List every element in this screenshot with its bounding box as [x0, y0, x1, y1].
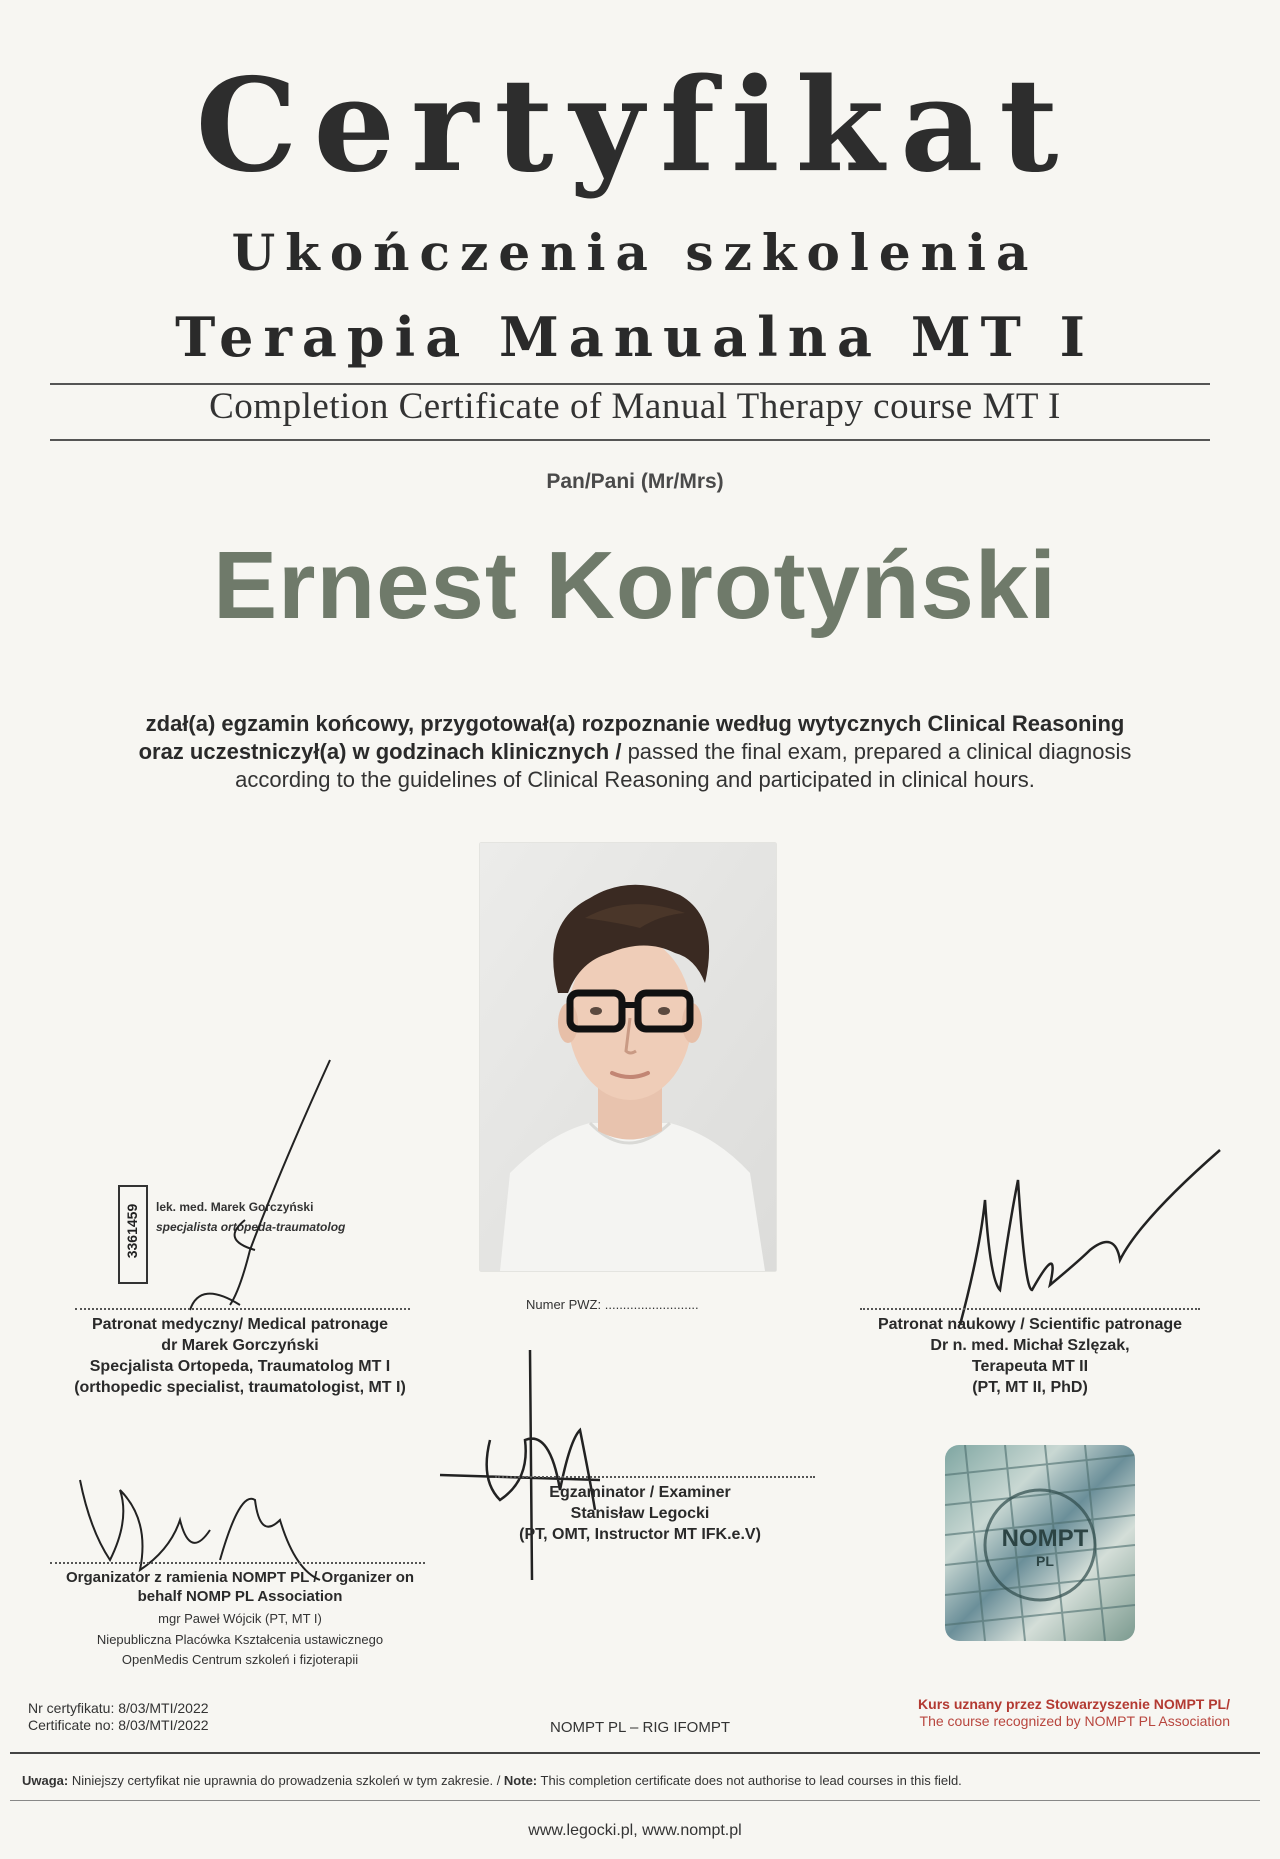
- certificate-title: Certyfikat: [195, 51, 1075, 201]
- examiner-line2: Stanisław Legocki: [570, 1505, 710, 1522]
- organizer-line: [50, 1562, 425, 1564]
- scientific-patronage-line1: Patronat naukowy / Scientific patronage: [877, 1316, 1183, 1333]
- pwz-label: Numer PWZ:: [526, 1297, 602, 1312]
- english-certificate-title: Completion Certificate of Manual Therapy course MT I: [209, 386, 1061, 427]
- recipient-photo: [480, 843, 776, 1271]
- examiner-line3: (PT, OMT, Instructor MT IFK.e.V): [519, 1526, 761, 1543]
- certificate-number-pl: Nr certyfikatu: 8/03/MTI/2022: [28, 1700, 209, 1716]
- description-english-part1: passed the final exam, prepared a clinical diagnosis: [621, 739, 1132, 764]
- description-polish-line1: zdał(a) egzamin końcowy, przygotował(a) rozpoznanie według wytycznych Clinical Reasoning: [145, 711, 1125, 736]
- hologram-subtext: PL: [1036, 1553, 1054, 1569]
- title-top-rule: [50, 383, 1210, 385]
- recognition-pl: Kurs uznany przez Stowarzyszenie NOMPT PL/: [918, 1696, 1230, 1712]
- recognition-en: The course recognized by NOMPT PL Association: [919, 1713, 1230, 1729]
- notice-label-pl: Uwaga:: [22, 1773, 69, 1788]
- organizer-line5: OpenMedis Centrum szkoleń i fizjoterapii: [121, 1652, 359, 1667]
- medical-patronage-line1: Patronat medyczny/ Medical patronage: [91, 1316, 389, 1333]
- recipient-name: Ernest Korotyński: [213, 532, 1057, 639]
- organizer-line1: Organizator z ramienia NOMPT PL / Organizer on: [65, 1569, 415, 1586]
- organizer-line2: behalf NOMP PL Association: [137, 1588, 343, 1605]
- certificate-number: [28, 1700, 328, 1734]
- notice-text-pl: Niniejszy certyfikat nie uprawnia do prowadzenia szkoleń w tym zakresie. /: [68, 1773, 504, 1788]
- medical-patronage-line4: (orthopedic specialist, traumatologist, MT I): [74, 1379, 406, 1396]
- medical-stamp-line2: specjalista ortopeda-traumatolog: [156, 1220, 346, 1234]
- websites: www.legocki.pl, www.nompt.pl: [528, 1822, 742, 1839]
- portrait-illustration: [480, 843, 776, 1271]
- pwz-field: [526, 1296, 726, 1313]
- examiner-line: [495, 1476, 815, 1478]
- stamp-number: 3361459: [124, 1203, 140, 1259]
- footer-rule: [10, 1752, 1260, 1754]
- organizer-line4: Niepubliczna Placówka Kształcenia ustawicznego: [96, 1632, 384, 1647]
- hologram-text: NOMPT: [1001, 1525, 1089, 1552]
- scientific-patronage-line2: Dr n. med. Michał Szlęzak,: [930, 1337, 1130, 1354]
- certificate-subtitle-line2: Terapia Manualna MT I: [175, 305, 1095, 369]
- examiner-signature: [430, 1340, 610, 1600]
- title-bottom-rule: [50, 439, 1210, 441]
- description-english-line2: according to the guidelines of Clinical Reasoning and participated in clinical hours.: [235, 767, 1035, 792]
- center-footer: NOMPT PL – RIG IFOMPT: [549, 1719, 731, 1736]
- medical-patronage-line: [75, 1308, 410, 1310]
- notice-bottom-rule: [10, 1800, 1260, 1801]
- examiner-block: [470, 1482, 810, 1545]
- scientific-patronage-block: [830, 1314, 1230, 1398]
- certificate-subtitle-line1: Ukończenia szkolenia: [231, 223, 1039, 282]
- recognition-note: [860, 1696, 1230, 1730]
- certificate-description: [60, 710, 1210, 794]
- medical-patronage-block: [40, 1314, 440, 1398]
- notice: [22, 1772, 1262, 1789]
- examiner-line1: Egzaminator / Examiner: [549, 1484, 731, 1501]
- scientific-patronage-line3: Terapeuta MT II: [971, 1358, 1089, 1375]
- scientific-patronage-line4: (PT, MT II, PhD): [972, 1379, 1088, 1396]
- scientific-patronage-signature: [940, 1140, 1240, 1330]
- scientific-patronage-line: [860, 1308, 1200, 1310]
- pwz-value: ..........................: [604, 1297, 699, 1312]
- nompt-hologram: [945, 1445, 1135, 1641]
- salutation: Pan/Pani (Mr/Mrs): [546, 470, 724, 493]
- organizer-block: [40, 1568, 440, 1668]
- notice-label-en: Note:: [503, 1773, 538, 1788]
- description-polish-line2: oraz uczestniczył(a) w godzinach klinicznych /: [138, 739, 622, 764]
- medical-patronage-line3: Specjalista Ortopeda, Traumatolog MT I: [89, 1358, 391, 1375]
- medical-patronage-line2: dr Marek Gorczyński: [161, 1337, 319, 1354]
- medical-patronage-signature: [80, 1050, 380, 1320]
- certificate-number-en: Certificate no: 8/03/MTI/2022: [28, 1717, 209, 1733]
- notice-text-en: This completion certificate does not authorise to lead courses in this field.: [537, 1773, 962, 1788]
- medical-stamp-line1: lek. med. Marek Gorczyński: [156, 1200, 314, 1214]
- organizer-line3: mgr Paweł Wójcik (PT, MT I): [158, 1611, 322, 1626]
